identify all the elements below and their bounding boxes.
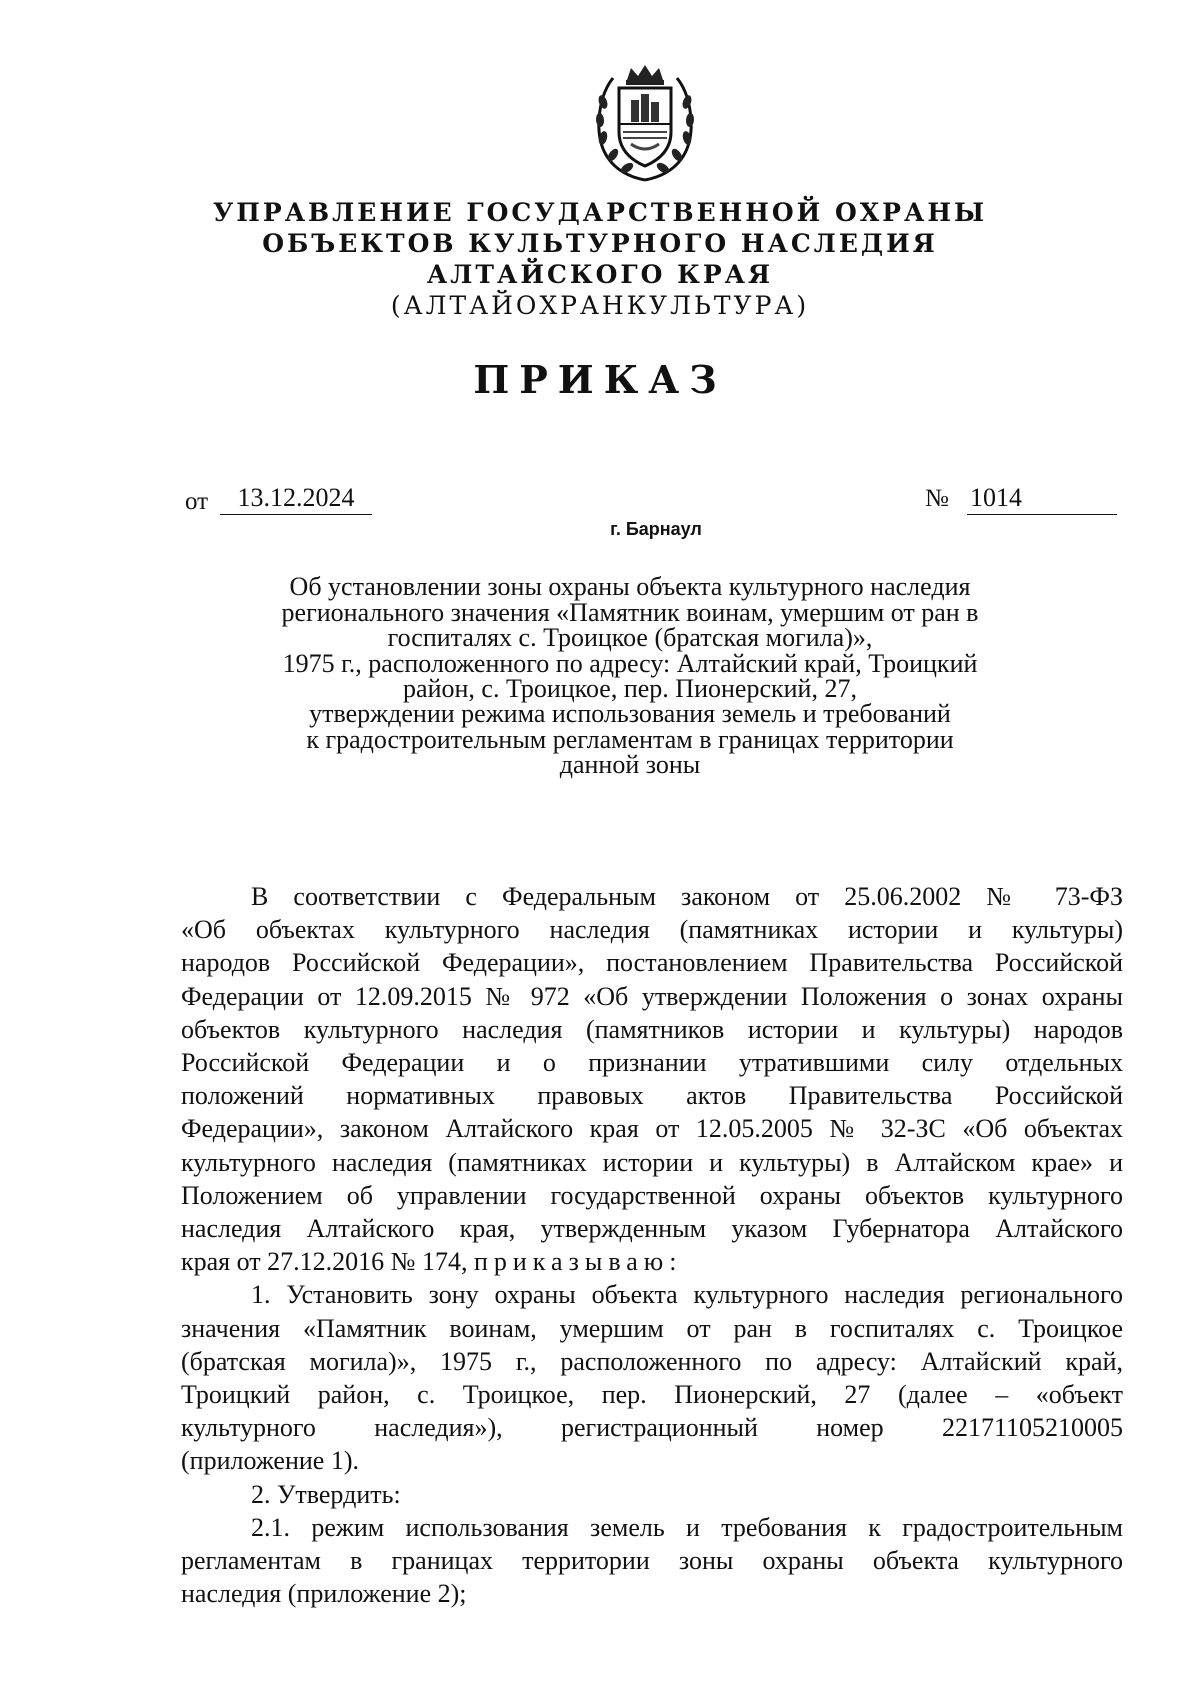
- text-line: объектов культурного наследия (памятников истории и культуры) народов: [181, 1014, 1123, 1044]
- text-line: 2.1. режим использования земель и требования к градостроительным: [251, 1512, 1123, 1542]
- order-date: 13.12.2024: [220, 483, 372, 515]
- order-number: 1014: [967, 483, 1117, 515]
- altai-krai-coat-of-arms-icon: [591, 62, 699, 186]
- text-line: Троицкий район, с. Троицкое, пер. Пионерский, 27 (далее – «объект: [181, 1380, 1123, 1410]
- org-name-line-3: АЛТАЙСКОГО КРАЯ: [426, 260, 774, 289]
- number-prefix: №: [925, 485, 949, 512]
- text-line: Федерации», законом Алтайского края от 12.05.2005 № 32-ЗС «Об объектах: [181, 1114, 1123, 1144]
- text-line: Российской Федерации и о признании утратившими силу отдельных: [181, 1048, 1123, 1078]
- text-line: [181, 1245, 1123, 1278]
- text-line: наследия (приложение 2);: [181, 1579, 467, 1609]
- org-name-line-2: ОБЪЕКТОВ КУЛЬТУРНОГО НАСЛЕДИЯ: [262, 229, 938, 258]
- city-name: г. Барнаул: [610, 519, 702, 539]
- title-line: 1975 г., расположенного по адресу: Алтайский край, Троицкий: [282, 649, 978, 678]
- text-line: (братская могила)», 1975 г., расположенного по адресу: Алтайский край,: [181, 1346, 1123, 1376]
- text-line: 2. Утвердить:: [251, 1479, 401, 1509]
- text-line: «Об объектах культурного наследия (памятниках истории и культуры): [181, 915, 1123, 945]
- order-word: приказываю:: [473, 1247, 683, 1277]
- text-line: В соответствии с Федеральным законом от 25.06.2002 № 73-ФЗ: [251, 882, 1123, 911]
- date-prefix: от: [185, 488, 209, 515]
- text-line: значения «Памятник воинам, умершим от ран в госпиталях с. Троицкое: [181, 1313, 1123, 1343]
- org-name-line-1: УПРАВЛЕНИЕ ГОСУДАРСТВЕННОЙ ОХРАНЫ: [213, 198, 987, 227]
- text-line: положений нормативных правовых актов Правительства Российской: [181, 1081, 1123, 1111]
- title-line: регионального значения «Памятник воинам, умершим от ран в: [281, 598, 979, 627]
- title-line: госпиталях с. Троицкое (братская могила)»,: [387, 623, 873, 652]
- text-line: Положением об управлении государственной охраны объектов культурного: [181, 1180, 1123, 1210]
- text-line: (приложение 1).: [181, 1446, 360, 1476]
- title-line: утверждении режима использования земель и требований: [309, 699, 951, 728]
- text-line: народов Российской Федерации», постановлением Правительства Российской: [181, 948, 1123, 978]
- text-line: наследия Алтайского края, утвержденным указом Губернатора Алтайского: [181, 1214, 1123, 1244]
- preamble-last-text: края от 27.12.2016 № 174,: [181, 1247, 468, 1277]
- title-line: данной зоны: [559, 750, 701, 779]
- org-short-name: (АЛТАЙОХРАНКУЛЬТУРА): [390, 291, 810, 320]
- text-line: Федерации от 12.09.2015 № 972 «Об утверждении Положения о зонах охраны: [181, 981, 1123, 1011]
- text-line: 1. Установить зону охраны объекта культурного наследия регионального: [251, 1280, 1123, 1310]
- document-type-heading: ПРИКАЗ: [473, 357, 727, 402]
- title-line: к градостроительным регламентам в границах территории: [306, 725, 954, 754]
- text-line: культурного наследия»), регистрационный номер 22171105210005: [181, 1413, 1123, 1443]
- text-line: культурного наследия (памятниках истории и культуры) в Алтайском крае» и: [181, 1147, 1123, 1177]
- text-line: регламентам в границах территории зоны охраны объекта культурного: [181, 1546, 1123, 1576]
- preamble-paragraph: [181, 880, 1123, 1610]
- title-line: Об установлении зоны охраны объекта культурного наследия: [289, 572, 971, 601]
- title-line: район, с. Троицкое, пер. Пионерский, 27,: [403, 674, 857, 703]
